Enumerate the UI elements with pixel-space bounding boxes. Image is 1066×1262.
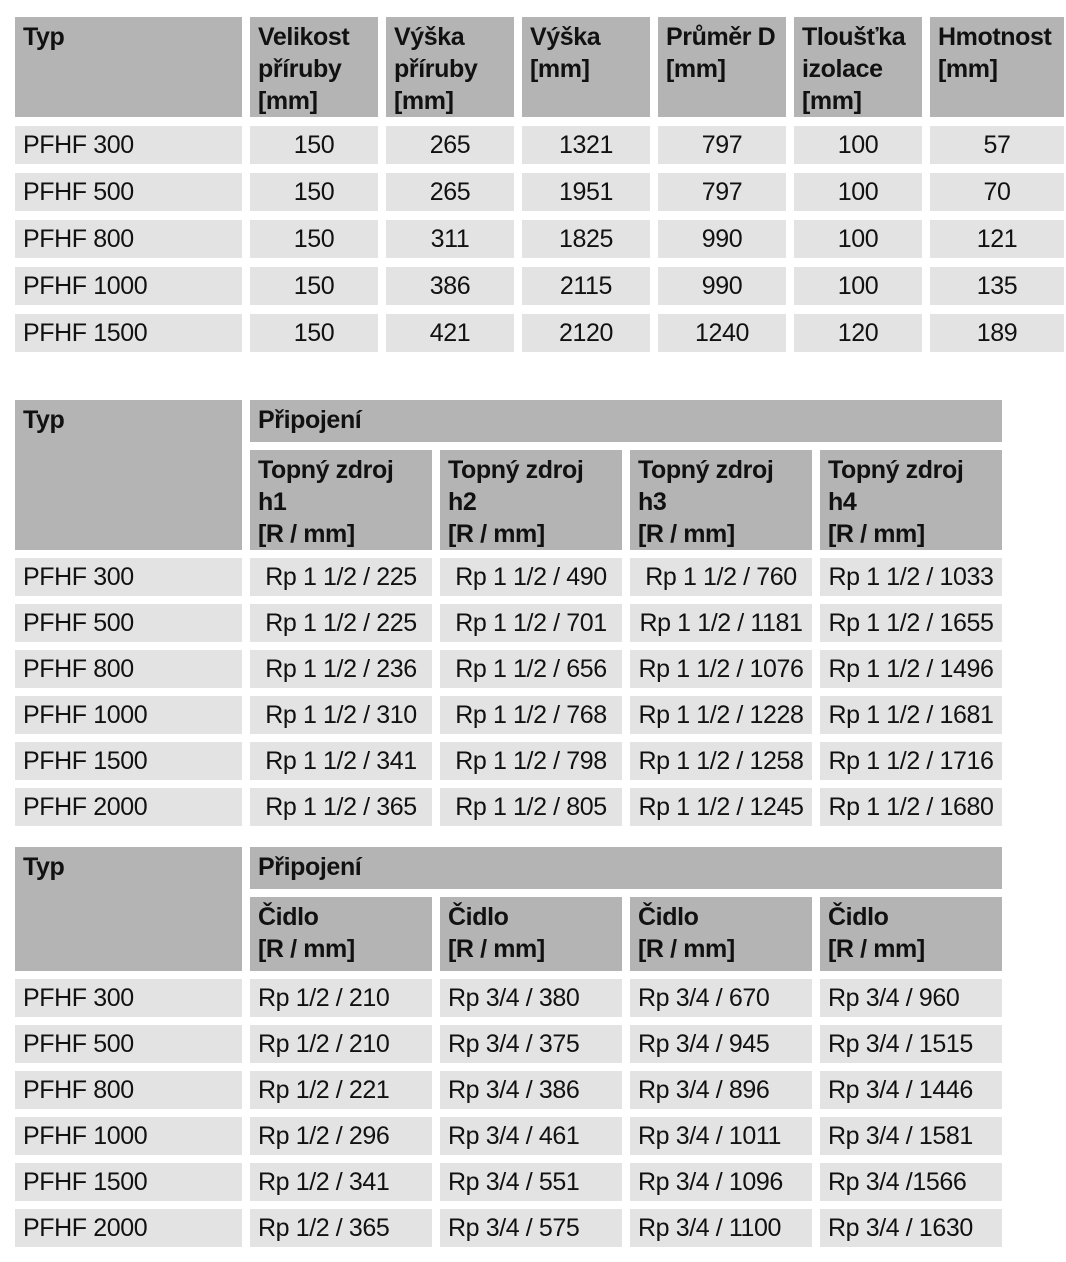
header-line: Velikost [258, 23, 350, 51]
value-cell: 2120 [522, 314, 650, 352]
value-cell: Rp 1 1/2 / 225 [250, 604, 432, 642]
table-row [15, 788, 1002, 826]
sensor-connections-table [7, 839, 1010, 1255]
table-row [15, 267, 1064, 305]
header-diameter [658, 17, 786, 117]
value-cell: 990 [658, 220, 786, 258]
table-row [15, 979, 1002, 1017]
value-cell: 100 [794, 126, 922, 164]
value-cell: Rp 1 1/2 / 760 [630, 558, 812, 596]
value-cell: Rp 1 1/2 / 341 [250, 742, 432, 780]
header-height [522, 17, 650, 117]
header-line: Výška [530, 23, 601, 51]
value-cell: Rp 1 1/2 / 1228 [630, 696, 812, 734]
header-line: [mm] [394, 87, 454, 115]
header-row [15, 847, 1002, 889]
value-cell: Rp 1 1/2 / 225 [250, 558, 432, 596]
value-cell: 120 [794, 314, 922, 352]
header-heating-source-h2 [440, 450, 622, 550]
header-weight [930, 17, 1064, 117]
value-cell: Rp 1 1/2 / 768 [440, 696, 622, 734]
table-row [15, 173, 1064, 211]
value-cell: Rp 3/4 / 1581 [820, 1117, 1002, 1155]
header-line: Čidlo [258, 903, 319, 931]
table-row [15, 742, 1002, 780]
value-cell: Rp 3/4 / 960 [820, 979, 1002, 1017]
value-cell: 1321 [522, 126, 650, 164]
value-cell: Rp 1 1/2 / 310 [250, 696, 432, 734]
value-cell: Rp 3/4 / 461 [440, 1117, 622, 1155]
value-cell: 57 [930, 126, 1064, 164]
header-flange-size [250, 17, 378, 117]
value-cell: Rp 3/4 / 1011 [630, 1117, 812, 1155]
type-cell: PFHF 500 [15, 173, 242, 211]
value-cell: Rp 1 1/2 / 1181 [630, 604, 812, 642]
value-cell: 990 [658, 267, 786, 305]
header-sensor-4 [820, 897, 1002, 971]
value-cell: Rp 1 1/2 / 1716 [820, 742, 1002, 780]
value-cell: 150 [250, 126, 378, 164]
table-row [15, 1117, 1002, 1155]
table-row [15, 1071, 1002, 1109]
header-line: Výška [394, 23, 465, 51]
value-cell: Rp 1 1/2 / 365 [250, 788, 432, 826]
value-cell: 265 [386, 126, 514, 164]
header-line: [mm] [530, 55, 590, 83]
value-cell: Rp 3/4 / 380 [440, 979, 622, 1017]
dimensions-table [7, 8, 1066, 361]
value-cell: 70 [930, 173, 1064, 211]
value-cell: Rp 3/4 / 575 [440, 1209, 622, 1247]
value-cell: Rp 3/4 / 945 [630, 1025, 812, 1063]
table-row [15, 126, 1064, 164]
type-cell: PFHF 800 [15, 1071, 242, 1109]
table-row [15, 1163, 1002, 1201]
table-row [15, 650, 1002, 688]
type-cell: PFHF 500 [15, 604, 242, 642]
header-row [15, 17, 1064, 117]
header-typ [15, 17, 242, 117]
value-cell: 100 [794, 173, 922, 211]
header-line: [mm] [258, 87, 318, 115]
value-cell: Rp 1 1/2 / 1681 [820, 696, 1002, 734]
value-cell: 150 [250, 220, 378, 258]
header-insulation [794, 17, 922, 117]
type-cell: PFHF 1500 [15, 314, 242, 352]
value-cell: Rp 3/4 /1566 [820, 1163, 1002, 1201]
type-cell: PFHF 1000 [15, 1117, 242, 1155]
header-line: Průměr D [666, 23, 776, 51]
type-cell: PFHF 300 [15, 979, 242, 1017]
header-line: Topný zdroj h3 [638, 456, 774, 516]
value-cell: Rp 1 1/2 / 1033 [820, 558, 1002, 596]
value-cell: Rp 1 1/2 / 798 [440, 742, 622, 780]
header-line: [R / mm] [448, 520, 545, 548]
header-line: Typ [23, 853, 65, 881]
header-line: Čidlo [448, 903, 509, 931]
type-cell: PFHF 1000 [15, 696, 242, 734]
table-row [15, 1025, 1002, 1063]
value-cell: Rp 1 1/2 / 1258 [630, 742, 812, 780]
value-cell: 421 [386, 314, 514, 352]
header-line: [mm] [938, 55, 998, 83]
value-cell: Rp 1/2 / 210 [250, 979, 432, 1017]
value-cell: 311 [386, 220, 514, 258]
header-line: izolace [802, 55, 883, 83]
value-cell: 189 [930, 314, 1064, 352]
value-cell: 2115 [522, 267, 650, 305]
header-line: [mm] [666, 55, 726, 83]
header-typ [15, 847, 242, 971]
value-cell: Rp 3/4 / 1515 [820, 1025, 1002, 1063]
value-cell: Rp 1/2 / 221 [250, 1071, 432, 1109]
header-line: [R / mm] [258, 935, 355, 963]
value-cell: 150 [250, 314, 378, 352]
table-row [15, 604, 1002, 642]
header-line: [R / mm] [828, 520, 925, 548]
type-cell: PFHF 300 [15, 126, 242, 164]
value-cell: Rp 3/4 / 1100 [630, 1209, 812, 1247]
value-cell: Rp 1 1/2 / 1496 [820, 650, 1002, 688]
header-connection: Připojení [250, 847, 1002, 889]
value-cell: Rp 1 1/2 / 490 [440, 558, 622, 596]
value-cell: Rp 3/4 / 1446 [820, 1071, 1002, 1109]
type-cell: PFHF 2000 [15, 788, 242, 826]
value-cell: Rp 1/2 / 296 [250, 1117, 432, 1155]
type-cell: PFHF 2000 [15, 1209, 242, 1247]
value-cell: Rp 1/2 / 365 [250, 1209, 432, 1247]
value-cell: Rp 1 1/2 / 805 [440, 788, 622, 826]
type-cell: PFHF 800 [15, 650, 242, 688]
value-cell: Rp 1 1/2 / 1680 [820, 788, 1002, 826]
value-cell: Rp 3/4 / 896 [630, 1071, 812, 1109]
header-line: [R / mm] [448, 935, 545, 963]
value-cell: 1240 [658, 314, 786, 352]
value-cell: 1825 [522, 220, 650, 258]
header-sensor-3 [630, 897, 812, 971]
value-cell: Rp 1/2 / 210 [250, 1025, 432, 1063]
type-cell: PFHF 1500 [15, 742, 242, 780]
table-row [15, 314, 1064, 352]
header-line: příruby [258, 55, 342, 83]
value-cell: 100 [794, 220, 922, 258]
header-heating-source-h1 [250, 450, 432, 550]
header-sensor-1 [250, 897, 432, 971]
header-line: Tloušťka [802, 23, 906, 51]
value-cell: Rp 1 1/2 / 1076 [630, 650, 812, 688]
header-line: Topný zdroj h1 [258, 456, 394, 516]
value-cell: 1951 [522, 173, 650, 211]
type-cell: PFHF 800 [15, 220, 242, 258]
header-flange-height [386, 17, 514, 117]
value-cell: Rp 3/4 / 375 [440, 1025, 622, 1063]
header-line: [R / mm] [828, 935, 925, 963]
table-row [15, 220, 1064, 258]
header-line: Typ [23, 23, 65, 51]
value-cell: 797 [658, 126, 786, 164]
value-cell: 135 [930, 267, 1064, 305]
header-line: Topný zdroj h4 [828, 456, 964, 516]
value-cell: 100 [794, 267, 922, 305]
header-line: [R / mm] [638, 935, 735, 963]
header-line: [mm] [802, 87, 862, 115]
value-cell: 265 [386, 173, 514, 211]
heating-connections-table [7, 392, 1010, 834]
value-cell: 797 [658, 173, 786, 211]
value-cell: 386 [386, 267, 514, 305]
table-row [15, 696, 1002, 734]
value-cell: Rp 3/4 / 1630 [820, 1209, 1002, 1247]
header-line: Typ [23, 406, 65, 434]
value-cell: 150 [250, 267, 378, 305]
header-row [15, 400, 1002, 442]
value-cell: Rp 3/4 / 551 [440, 1163, 622, 1201]
header-heating-source-h3 [630, 450, 812, 550]
table-row [15, 1209, 1002, 1247]
value-cell: Rp 1 1/2 / 236 [250, 650, 432, 688]
type-cell: PFHF 1000 [15, 267, 242, 305]
header-line: Čidlo [828, 903, 889, 931]
header-connection: Připojení [250, 400, 1002, 442]
value-cell: Rp 3/4 / 670 [630, 979, 812, 1017]
header-sensor-2 [440, 897, 622, 971]
type-cell: PFHF 300 [15, 558, 242, 596]
header-line: Čidlo [638, 903, 699, 931]
value-cell: Rp 1 1/2 / 1245 [630, 788, 812, 826]
header-typ [15, 400, 242, 550]
table-row [15, 558, 1002, 596]
header-line: Hmotnost [938, 23, 1052, 51]
value-cell: 150 [250, 173, 378, 211]
header-line: Topný zdroj h2 [448, 456, 584, 516]
header-line: [R / mm] [258, 520, 355, 548]
header-heating-source-h4 [820, 450, 1002, 550]
value-cell: Rp 3/4 / 386 [440, 1071, 622, 1109]
type-cell: PFHF 500 [15, 1025, 242, 1063]
header-line: [R / mm] [638, 520, 735, 548]
value-cell: 121 [930, 220, 1064, 258]
value-cell: Rp 3/4 / 1096 [630, 1163, 812, 1201]
header-line: příruby [394, 55, 478, 83]
value-cell: Rp 1 1/2 / 1655 [820, 604, 1002, 642]
value-cell: Rp 1/2 / 341 [250, 1163, 432, 1201]
value-cell: Rp 1 1/2 / 656 [440, 650, 622, 688]
value-cell: Rp 1 1/2 / 701 [440, 604, 622, 642]
type-cell: PFHF 1500 [15, 1163, 242, 1201]
